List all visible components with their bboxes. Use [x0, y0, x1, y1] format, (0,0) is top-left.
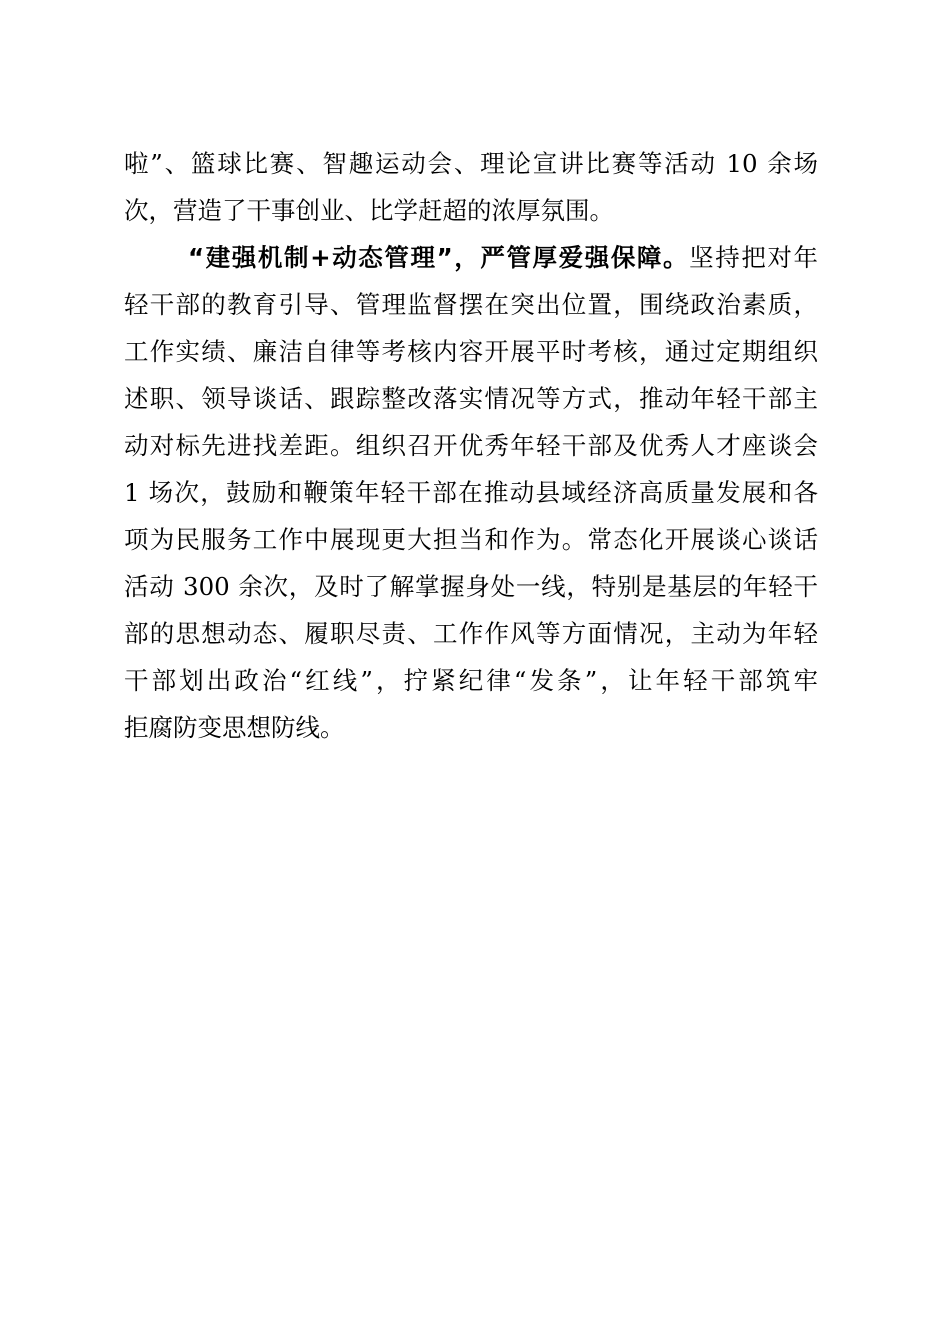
paragraph-line: 啦”、篮球比赛、智趣运动会、理论宣讲比赛等活动 10 余场 — [124, 149, 818, 178]
paragraph-line: 述职、领导谈话、跟踪整改落实情况等方式，推动年轻干部主 — [124, 384, 818, 413]
paragraph-line: 轻干部的教育引导、管理监督摆在突出位置，围绕政治素质， — [124, 290, 818, 319]
paragraph-line: 动对标先进找差距。组织召开优秀年轻干部及优秀人才座谈会 — [124, 431, 818, 460]
paragraph-line: 项为民服务工作中展现更大担当和作为。常态化开展谈心谈话 — [124, 525, 818, 554]
paragraph-line: 次，营造了干事创业、比学赶超的浓厚氛围。 — [124, 196, 614, 225]
document-body — [124, 140, 818, 751]
paragraph-2 — [124, 234, 818, 751]
paragraph-line: 活动 300 余次，及时了解掌握身处一线，特别是基层的年轻干 — [124, 572, 818, 601]
section-heading: “建强机制+动态管理”，严管厚爱强保障。 — [188, 243, 690, 272]
paragraph-line: 工作实绩、廉洁自律等考核内容开展平时考核，通过定期组织 — [124, 337, 818, 366]
paragraph-line: 拒腐防变思想防线。 — [124, 713, 345, 742]
paragraph-1 — [124, 140, 818, 234]
paragraph-line: 1 场次，鼓励和鞭策年轻干部在推动县域经济高质量发展和各 — [124, 478, 818, 507]
paragraph-line: 部的思想动态、履职尽责、工作作风等方面情况，主动为年轻 — [124, 619, 818, 648]
paragraph-line: 干部划出政治“红线”，拧紧纪律“发条”，让年轻干部筑牢 — [124, 666, 818, 695]
paragraph-line-rest: 坚持把对年 — [689, 243, 819, 272]
paragraph-first-line — [124, 234, 818, 281]
